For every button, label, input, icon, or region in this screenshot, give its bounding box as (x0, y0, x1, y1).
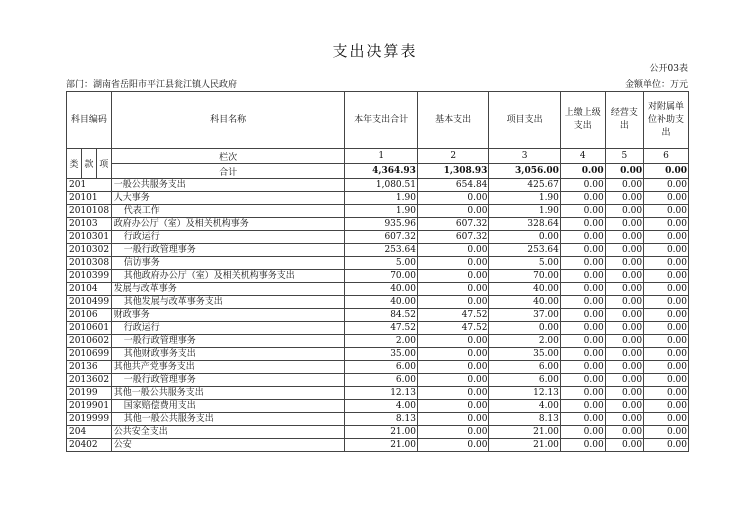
amount-cell: 0.00 (560, 257, 605, 270)
amount-cell: 0.00 (560, 426, 605, 439)
amount-cell: 607.32 (417, 218, 488, 231)
amount-cell: 0.00 (644, 439, 689, 452)
amount-cell: 0.00 (644, 361, 689, 374)
table-body (67, 179, 689, 452)
expenditure-table (66, 91, 689, 452)
subject-code: 20402 (67, 439, 112, 452)
subject-name: 一般行政管理事务 (111, 374, 345, 387)
total-cell: 0.00 (644, 164, 689, 179)
subject-name: 发展与改革事务 (111, 283, 345, 296)
subject-name: 其他一般公共服务支出 (111, 413, 345, 426)
amount-cell: 0.00 (644, 257, 689, 270)
amount-cell: 0.00 (605, 231, 643, 244)
amount-cell: 0.00 (560, 270, 605, 283)
amount-cell: 2.00 (489, 335, 560, 348)
col-number: 5 (605, 149, 643, 164)
amount-cell: 0.00 (605, 218, 643, 231)
subject-name: 其他财政事务支出 (111, 348, 345, 361)
table-row (67, 179, 689, 192)
header-lei: 类 (67, 149, 82, 179)
header-basic: 基本支出 (417, 92, 488, 149)
amount-cell: 1,080.51 (345, 179, 418, 192)
amount-cell: 6.00 (345, 374, 418, 387)
amount-cell: 21.00 (489, 426, 560, 439)
amount-cell: 37.00 (489, 309, 560, 322)
amount-cell: 47.52 (345, 322, 418, 335)
amount-cell: 0.00 (560, 296, 605, 309)
subject-name: 行政运行 (111, 231, 345, 244)
amount-cell: 0.00 (560, 439, 605, 452)
amount-cell: 253.64 (489, 244, 560, 257)
amount-cell: 4.00 (345, 400, 418, 413)
subject-code: 2010499 (67, 296, 112, 309)
amount-cell: 935.96 (345, 218, 418, 231)
amount-cell: 328.64 (489, 218, 560, 231)
amount-cell: 1.90 (489, 192, 560, 205)
table-row (67, 309, 689, 322)
col-number: 6 (644, 149, 689, 164)
amount-cell: 0.00 (644, 322, 689, 335)
subject-code: 2019901 (67, 400, 112, 413)
subject-name: 行政运行 (111, 322, 345, 335)
amount-cell: 0.00 (417, 205, 488, 218)
amount-cell: 0.00 (417, 374, 488, 387)
amount-cell: 0.00 (560, 205, 605, 218)
amount-cell: 0.00 (605, 387, 643, 400)
amount-cell: 0.00 (560, 361, 605, 374)
amount-cell: 6.00 (489, 361, 560, 374)
header-subsidy: 对附属单位补助支出 (644, 92, 689, 149)
subject-name: 人大事务 (111, 192, 345, 205)
amount-cell: 1.90 (345, 192, 418, 205)
subject-name: 财政事务 (111, 309, 345, 322)
amount-cell: 0.00 (560, 192, 605, 205)
amount-cell: 0.00 (605, 400, 643, 413)
amount-cell: 70.00 (345, 270, 418, 283)
table-row (67, 335, 689, 348)
amount-cell: 0.00 (644, 283, 689, 296)
amount-cell: 0.00 (644, 413, 689, 426)
amount-cell: 40.00 (345, 283, 418, 296)
subject-code: 20106 (67, 309, 112, 322)
amount-cell: 5.00 (489, 257, 560, 270)
table-row (67, 361, 689, 374)
table-row (67, 244, 689, 257)
amount-cell: 0.00 (560, 179, 605, 192)
amount-cell: 0.00 (644, 179, 689, 192)
amount-cell: 0.00 (417, 413, 488, 426)
amount-cell: 0.00 (489, 231, 560, 244)
header-xiang: 项 (96, 149, 111, 179)
amount-cell: 4.00 (489, 400, 560, 413)
header-total: 本年支出合计 (345, 92, 418, 149)
total-cell: 4,364.93 (345, 164, 418, 179)
amount-cell: 0.00 (560, 387, 605, 400)
table-row (67, 192, 689, 205)
amount-cell: 21.00 (489, 439, 560, 452)
subject-code: 2019999 (67, 413, 112, 426)
table-row (67, 348, 689, 361)
table-row (67, 296, 689, 309)
header-code: 科目编码 (67, 92, 112, 149)
amount-cell: 0.00 (644, 348, 689, 361)
subject-code: 2010699 (67, 348, 112, 361)
amount-cell: 0.00 (417, 400, 488, 413)
amount-cell: 0.00 (560, 218, 605, 231)
amount-cell: 0.00 (644, 309, 689, 322)
amount-cell: 654.84 (417, 179, 488, 192)
table-row (67, 439, 689, 452)
amount-cell: 2.00 (345, 335, 418, 348)
col-number: 4 (560, 149, 605, 164)
amount-cell: 0.00 (644, 244, 689, 257)
amount-cell: 5.00 (345, 257, 418, 270)
subject-name: 其他发展与改革事务支出 (111, 296, 345, 309)
table-row (67, 205, 689, 218)
amount-cell: 607.32 (345, 231, 418, 244)
amount-cell: 0.00 (417, 348, 488, 361)
amount-cell: 0.00 (560, 309, 605, 322)
subject-name: 其他共产党事务支出 (111, 361, 345, 374)
subject-code: 2013602 (67, 374, 112, 387)
amount-cell: 0.00 (560, 348, 605, 361)
header-upper: 上缴上级支出 (560, 92, 605, 149)
header-heji: 合计 (111, 164, 345, 179)
subject-code: 2010601 (67, 322, 112, 335)
amount-cell: 0.00 (644, 387, 689, 400)
subject-code: 201 (67, 179, 112, 192)
amount-cell: 1.90 (489, 205, 560, 218)
amount-cell: 0.00 (489, 322, 560, 335)
amount-cell: 0.00 (560, 400, 605, 413)
header-lanci: 栏次 (111, 149, 345, 164)
amount-cell: 0.00 (560, 335, 605, 348)
amount-cell: 47.52 (417, 322, 488, 335)
amount-cell: 0.00 (605, 335, 643, 348)
amount-cell: 0.00 (417, 387, 488, 400)
amount-cell: 0.00 (644, 218, 689, 231)
subject-code: 20104 (67, 283, 112, 296)
amount-cell: 40.00 (489, 283, 560, 296)
amount-cell: 21.00 (345, 439, 418, 452)
amount-cell: 0.00 (605, 257, 643, 270)
col-number: 3 (489, 149, 560, 164)
subject-name: 政府办公厅（室）及相关机构事务 (111, 218, 345, 231)
subject-code: 20136 (67, 361, 112, 374)
amount-cell: 0.00 (605, 348, 643, 361)
subject-name: 代表工作 (111, 205, 345, 218)
total-cell: 3,056.00 (489, 164, 560, 179)
subject-code: 20199 (67, 387, 112, 400)
subject-code: 204 (67, 426, 112, 439)
amount-cell: 0.00 (644, 374, 689, 387)
table-row (67, 270, 689, 283)
subject-code: 2010108 (67, 205, 112, 218)
amount-cell: 0.00 (605, 283, 643, 296)
amount-cell: 607.32 (417, 231, 488, 244)
subject-code: 2010301 (67, 231, 112, 244)
amount-cell: 8.13 (345, 413, 418, 426)
table-row (67, 283, 689, 296)
total-cell: 0.00 (605, 164, 643, 179)
subject-name: 一般行政管理事务 (111, 244, 345, 257)
subject-name: 公安 (111, 439, 345, 452)
amount-cell: 0.00 (644, 231, 689, 244)
amount-cell: 0.00 (644, 270, 689, 283)
amount-cell: 0.00 (605, 361, 643, 374)
amount-cell: 0.00 (605, 374, 643, 387)
amount-cell: 0.00 (605, 439, 643, 452)
amount-cell: 0.00 (605, 192, 643, 205)
table-row (67, 322, 689, 335)
subject-code: 2010308 (67, 257, 112, 270)
amount-cell: 0.00 (417, 257, 488, 270)
subject-name: 其他一般公共服务支出 (111, 387, 345, 400)
amount-cell: 0.00 (605, 244, 643, 257)
amount-cell: 1.90 (345, 205, 418, 218)
amount-cell: 0.00 (560, 283, 605, 296)
header-project: 项目支出 (489, 92, 560, 149)
subject-name: 一般公共服务支出 (111, 179, 345, 192)
amount-cell: 0.00 (644, 192, 689, 205)
subject-code: 20103 (67, 218, 112, 231)
amount-cell: 21.00 (345, 426, 418, 439)
amount-cell: 0.00 (605, 322, 643, 335)
amount-cell: 84.52 (345, 309, 418, 322)
subject-name: 国家赔偿费用支出 (111, 400, 345, 413)
page-title: 支出决算表 (332, 42, 418, 60)
amount-cell: 0.00 (644, 205, 689, 218)
subject-code: 20101 (67, 192, 112, 205)
subject-name: 一般行政管理事务 (111, 335, 345, 348)
amount-cell: 0.00 (417, 439, 488, 452)
amount-cell: 0.00 (644, 335, 689, 348)
amount-cell: 0.00 (560, 244, 605, 257)
amount-cell: 0.00 (605, 205, 643, 218)
amount-cell: 0.00 (417, 192, 488, 205)
subject-code: 2010399 (67, 270, 112, 283)
total-cell: 0.00 (560, 164, 605, 179)
table-row (67, 218, 689, 231)
amount-cell: 8.13 (489, 413, 560, 426)
amount-cell: 40.00 (489, 296, 560, 309)
amount-cell: 0.00 (644, 400, 689, 413)
amount-cell: 35.00 (345, 348, 418, 361)
amount-cell: 0.00 (605, 426, 643, 439)
form-number: 公开03表 (649, 64, 688, 74)
amount-cell: 0.00 (560, 322, 605, 335)
header-name: 科目名称 (111, 92, 345, 149)
table-row (67, 426, 689, 439)
amount-cell: 425.67 (489, 179, 560, 192)
table-row (67, 231, 689, 244)
amount-cell: 70.00 (489, 270, 560, 283)
amount-cell: 0.00 (417, 283, 488, 296)
amount-cell: 6.00 (489, 374, 560, 387)
amount-cell: 0.00 (605, 179, 643, 192)
department-label: 部门：湖南省岳阳市平江县瓮江镇人民政府 (66, 80, 238, 90)
subject-code: 2010302 (67, 244, 112, 257)
amount-cell: 0.00 (417, 361, 488, 374)
amount-cell: 0.00 (644, 426, 689, 439)
amount-cell: 47.52 (417, 309, 488, 322)
header-business: 经营支出 (605, 92, 643, 149)
amount-cell: 0.00 (644, 296, 689, 309)
subject-name: 信访事务 (111, 257, 345, 270)
amount-cell: 253.64 (345, 244, 418, 257)
amount-cell: 0.00 (560, 413, 605, 426)
amount-cell: 0.00 (605, 296, 643, 309)
total-cell: 1,308.93 (417, 164, 488, 179)
subject-name: 公共安全支出 (111, 426, 345, 439)
table-row (67, 400, 689, 413)
amount-cell: 6.00 (345, 361, 418, 374)
subject-code: 2010602 (67, 335, 112, 348)
unit-label: 金额单位：万元 (624, 80, 688, 90)
table-row (67, 374, 689, 387)
amount-cell: 0.00 (417, 296, 488, 309)
amount-cell: 12.13 (345, 387, 418, 400)
subject-name: 其他政府办公厅（室）及相关机构事务支出 (111, 270, 345, 283)
amount-cell: 0.00 (417, 244, 488, 257)
header-kuan: 款 (81, 149, 96, 179)
table-row (67, 413, 689, 426)
amount-cell: 35.00 (489, 348, 560, 361)
amount-cell: 0.00 (605, 309, 643, 322)
amount-cell: 0.00 (605, 270, 643, 283)
amount-cell: 12.13 (489, 387, 560, 400)
table-row (67, 387, 689, 400)
amount-cell: 0.00 (605, 413, 643, 426)
amount-cell: 40.00 (345, 296, 418, 309)
col-number: 1 (345, 149, 418, 164)
col-number: 2 (417, 149, 488, 164)
amount-cell: 0.00 (417, 335, 488, 348)
amount-cell: 0.00 (417, 426, 488, 439)
amount-cell: 0.00 (560, 374, 605, 387)
amount-cell: 0.00 (417, 270, 488, 283)
amount-cell: 0.00 (560, 231, 605, 244)
table-row (67, 257, 689, 270)
